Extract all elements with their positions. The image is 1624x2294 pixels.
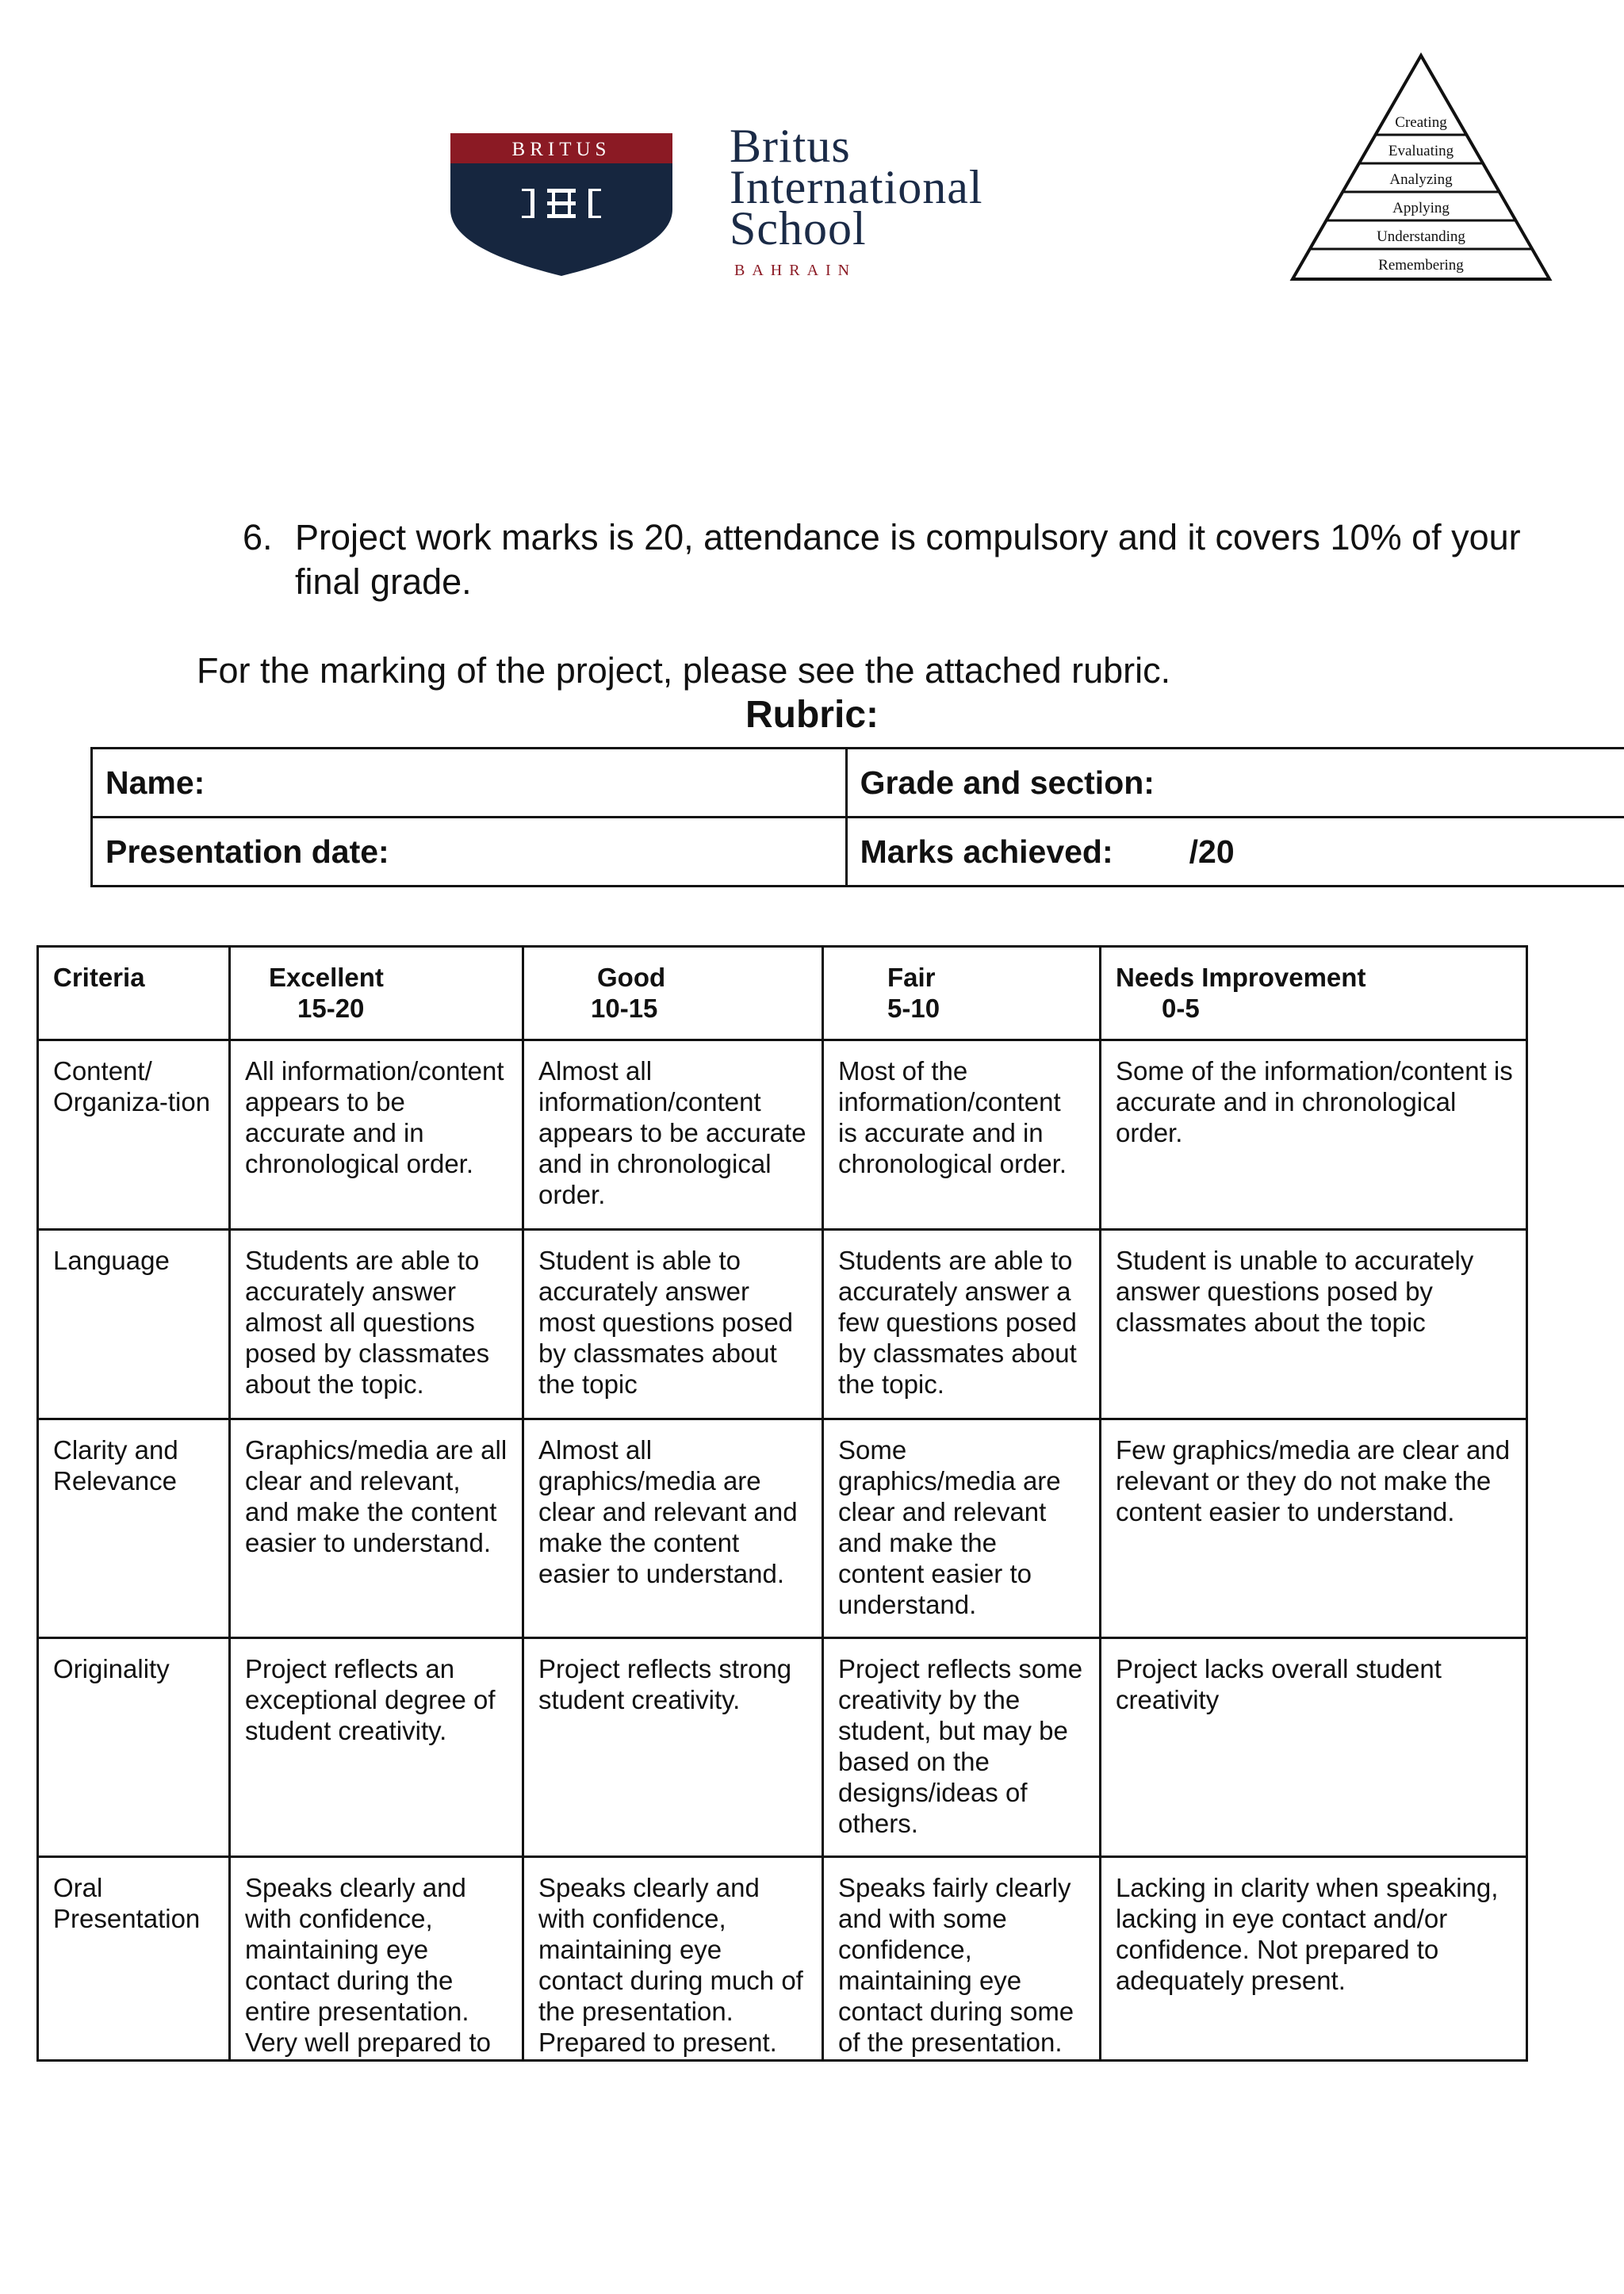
- marks-achieved-field[interactable]: [846, 818, 1624, 887]
- school-name-line-1: Britus: [730, 120, 851, 172]
- pyramid-level-creating: Creating: [1395, 114, 1447, 131]
- rubric-header-row: [38, 947, 1527, 1040]
- needs-improvement-cell: Few graphics/media are clear and relevant or they do not make the content easier to understand.: [1101, 1419, 1527, 1638]
- rubric-table: [36, 945, 1528, 2062]
- school-crest-logo: [450, 133, 672, 276]
- marks-total: /20: [1189, 833, 1235, 870]
- fair-cell: Project reflects some creativity by the student, but may be based on the designs/ideas of others.: [823, 1638, 1101, 1857]
- pyramid-level-understanding: Understanding: [1377, 228, 1465, 245]
- pyramid-level-analyzing: Analyzing: [1389, 171, 1453, 188]
- school-name: [730, 120, 983, 255]
- needs-improvement-cell: Project lacks overall student creativity: [1101, 1638, 1527, 1857]
- pyramid-level-applying: Applying: [1392, 200, 1450, 216]
- rubric-row-language: [38, 1230, 1527, 1419]
- header-needs-improvement: Needs Improvement 0-5: [1101, 947, 1527, 1040]
- presentation-date-field[interactable]: [92, 818, 847, 887]
- rubric-row-oral-presentation: [38, 1857, 1527, 2061]
- needs-improvement-cell: Student is unable to accurately answer questions posed by classmates about the topic: [1101, 1230, 1527, 1419]
- fair-cell: Speaks fairly clearly and with some confidence, maintaining eye contact during some of the presentation.: [823, 1857, 1101, 2061]
- info-row: [92, 749, 1624, 818]
- header-criteria: Criteria: [38, 947, 230, 1040]
- rubric-row-originality: [38, 1638, 1527, 1857]
- marks-achieved-label: Marks achieved:: [860, 833, 1113, 870]
- excellent-cell: Project reflects an exceptional degree of student creativity.: [230, 1638, 523, 1857]
- rubric-title: Rubric:: [745, 694, 879, 736]
- instruction-number: 6.: [243, 517, 273, 557]
- fair-cell: Most of the information/content is accurate and in chronological order.: [823, 1040, 1101, 1230]
- rubric-row-content-organization: [38, 1040, 1527, 1230]
- header-excellent: Excellent 15-20: [230, 947, 523, 1040]
- presentation-date-label: Presentation date:: [105, 833, 389, 870]
- needs-improvement-cell: Lacking in clarity when speaking, lacking in eye contact and/or confidence. Not prepared to adequately present.: [1101, 1857, 1527, 2061]
- good-cell: Project reflects strong student creativity.: [523, 1638, 823, 1857]
- criteria-cell: Clarity and Relevance: [38, 1419, 230, 1638]
- criteria-cell: Oral Presentation: [38, 1857, 230, 2061]
- crest-banner-text: BRITUS: [511, 139, 611, 160]
- school-name-line-2: International: [730, 161, 983, 213]
- criteria-cell: Originality: [38, 1638, 230, 1857]
- name-field[interactable]: [92, 749, 847, 818]
- good-cell: Almost all graphics/media are clear and relevant and make the content easier to understand.: [523, 1419, 823, 1638]
- name-label: Name:: [105, 764, 205, 801]
- good-cell: Student is able to accurately answer most questions posed by classmates about the topic: [523, 1230, 823, 1419]
- fair-cell: Students are able to accurately answer a few questions posed by classmates about the topic.: [823, 1230, 1101, 1419]
- criteria-cell: Language: [38, 1230, 230, 1419]
- student-info-table: [90, 747, 1624, 887]
- pyramid-level-evaluating: Evaluating: [1388, 143, 1454, 159]
- excellent-cell: Speaks clearly and with confidence, maintaining eye contact during the entire presentation. Very well prepared to: [230, 1857, 523, 2061]
- needs-improvement-cell: Some of the information/content is accurate and in chronological order.: [1101, 1040, 1527, 1230]
- excellent-cell: Graphics/media are all clear and relevant, and make the content easier to understand.: [230, 1419, 523, 1638]
- excellent-cell: Students are able to accurately answer almost all questions posed by classmates about the topic.: [230, 1230, 523, 1419]
- good-cell: Speaks clearly and with confidence, maintaining eye contact during much of the presentation. Prepared to present.: [523, 1857, 823, 2061]
- criteria-cell: Content/ Organiza-tion: [38, 1040, 230, 1230]
- header-fair: Fair 5-10: [823, 947, 1101, 1040]
- school-name-line-3: School: [730, 202, 867, 255]
- excellent-cell: All information/content appears to be accurate and in chronological order.: [230, 1040, 523, 1230]
- crest-shield: [450, 163, 672, 276]
- header-good: Good 10-15: [523, 947, 823, 1040]
- marking-note: For the marking of the project, please see the attached rubric.: [197, 650, 1171, 691]
- good-cell: Almost all information/content appears to be accurate and in chronological order.: [523, 1040, 823, 1230]
- school-location: BAHRAIN: [734, 262, 857, 279]
- blooms-taxonomy-pyramid-icon: [1288, 51, 1554, 287]
- grade-section-field[interactable]: [846, 749, 1624, 818]
- fair-cell: Some graphics/media are clear and relevant and make the content easier to understand.: [823, 1419, 1101, 1638]
- rubric-row-clarity-relevance: [38, 1419, 1527, 1638]
- instruction-text: Project work marks is 20, attendance is compulsory and it covers 10% of your final grade.: [295, 517, 1521, 602]
- info-row: [92, 818, 1624, 887]
- grade-section-label: Grade and section:: [860, 764, 1155, 801]
- pyramid-level-remembering: Remembering: [1378, 257, 1464, 274]
